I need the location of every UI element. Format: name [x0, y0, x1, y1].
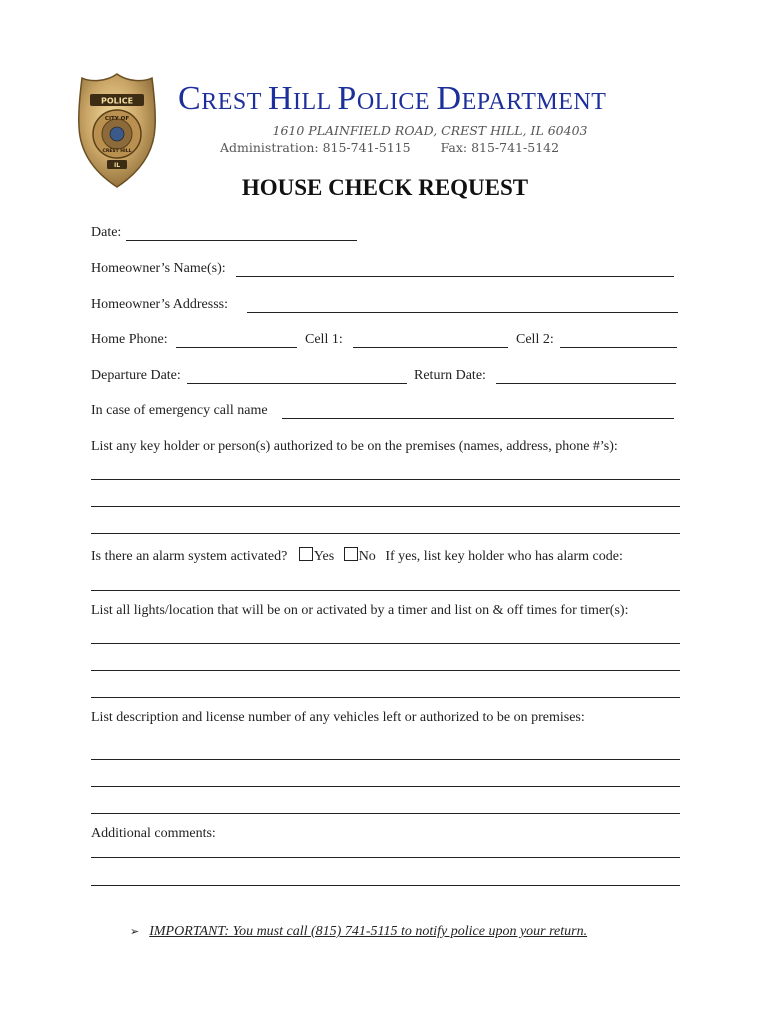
- departure-date-field[interactable]: [187, 383, 407, 384]
- alarm-yes-label: Yes: [313, 549, 335, 564]
- svg-text:CREST HILL: CREST HILL: [102, 149, 132, 154]
- alarm-question-row: [91, 547, 623, 565]
- cell2-label: Cell 2:: [516, 332, 554, 347]
- alarm-yes-checkbox[interactable]: [299, 547, 313, 561]
- homeowner-address-field[interactable]: [247, 312, 678, 313]
- comments-label: Additional comments:: [91, 826, 216, 841]
- svg-text:POLICE: POLICE: [100, 96, 134, 106]
- department-address: 1610 PLAINFIELD ROAD, CREST HILL, IL 60403: [272, 123, 588, 138]
- form-title: HOUSE CHECK REQUEST: [241, 175, 529, 200]
- homeowner-address-label: Homeowner’s Addresss:: [91, 297, 229, 312]
- police-badge-logo: [76, 72, 158, 190]
- department-contact: [220, 140, 559, 155]
- date-field[interactable]: [126, 240, 357, 241]
- date-label: Date:: [91, 225, 122, 240]
- dept-word-department-cap: D: [436, 80, 462, 117]
- cell1-field[interactable]: [353, 347, 508, 348]
- key-holder-line-1[interactable]: [91, 479, 680, 480]
- dept-word-hill-rest: ILL: [293, 89, 331, 115]
- home-phone-label: Home Phone:: [91, 332, 168, 347]
- dept-word-police-rest: OLICE: [356, 89, 430, 115]
- dept-word-police-cap: P: [337, 80, 357, 117]
- key-holder-line-3[interactable]: [91, 533, 680, 534]
- administration-phone: Administration: 815-741-5115: [220, 140, 411, 155]
- lights-line-2[interactable]: [91, 670, 680, 671]
- important-notice: [130, 924, 587, 940]
- vehicles-label: List description and license number of any vehicles left or authorized to be on premises:: [91, 710, 585, 725]
- svg-text:CITY OF: CITY OF: [104, 116, 130, 122]
- lights-label: List all lights/location that will be on or activated by a timer and list on & off times for timer(s):: [91, 603, 629, 618]
- lights-line-3[interactable]: [91, 697, 680, 698]
- fax-number: Fax: 815-741-5142: [440, 140, 560, 155]
- dept-word-crest-cap: C: [178, 80, 202, 117]
- vehicles-line-1[interactable]: [91, 759, 680, 760]
- vehicles-line-2[interactable]: [91, 786, 680, 787]
- return-date-field[interactable]: [496, 383, 676, 384]
- homeowner-names-label: Homeowner’s Name(s):: [91, 261, 226, 276]
- comments-line-1[interactable]: [91, 857, 680, 858]
- dept-word-hill-cap: H: [267, 80, 293, 117]
- vehicles-line-3[interactable]: [91, 813, 680, 814]
- important-text: IMPORTANT: You must call (815) 741-5115 to notify police upon your return.: [149, 924, 588, 939]
- cell1-label: Cell 1:: [305, 332, 343, 347]
- dept-word-crest-rest: REST: [201, 89, 262, 115]
- svg-text:IL: IL: [113, 162, 121, 169]
- alarm-no-label: No: [358, 549, 376, 564]
- alarm-key-holder-line[interactable]: [91, 590, 680, 591]
- return-date-label: Return Date:: [414, 368, 486, 383]
- emergency-contact-field[interactable]: [282, 418, 674, 419]
- alarm-followup-label: If yes, list key holder who has alarm code:: [385, 549, 623, 564]
- comments-line-2[interactable]: [91, 885, 680, 886]
- homeowner-names-field[interactable]: [236, 276, 674, 277]
- cell2-field[interactable]: [560, 347, 677, 348]
- arrow-bullet-icon: ➢: [130, 925, 140, 938]
- department-name: [178, 80, 606, 118]
- alarm-no-checkbox[interactable]: [344, 547, 358, 561]
- emergency-contact-label: In case of emergency call name: [91, 403, 268, 418]
- key-holder-line-2[interactable]: [91, 506, 680, 507]
- lights-line-1[interactable]: [91, 643, 680, 644]
- key-holder-label: List any key holder or person(s) authorized to be on the premises (names, address, phone #’s):: [91, 439, 618, 454]
- departure-date-label: Departure Date:: [91, 368, 181, 383]
- alarm-question-label: Is there an alarm system activated?: [91, 549, 288, 564]
- dept-word-department-rest: EPARTMENT: [461, 89, 607, 115]
- home-phone-field[interactable]: [176, 347, 297, 348]
